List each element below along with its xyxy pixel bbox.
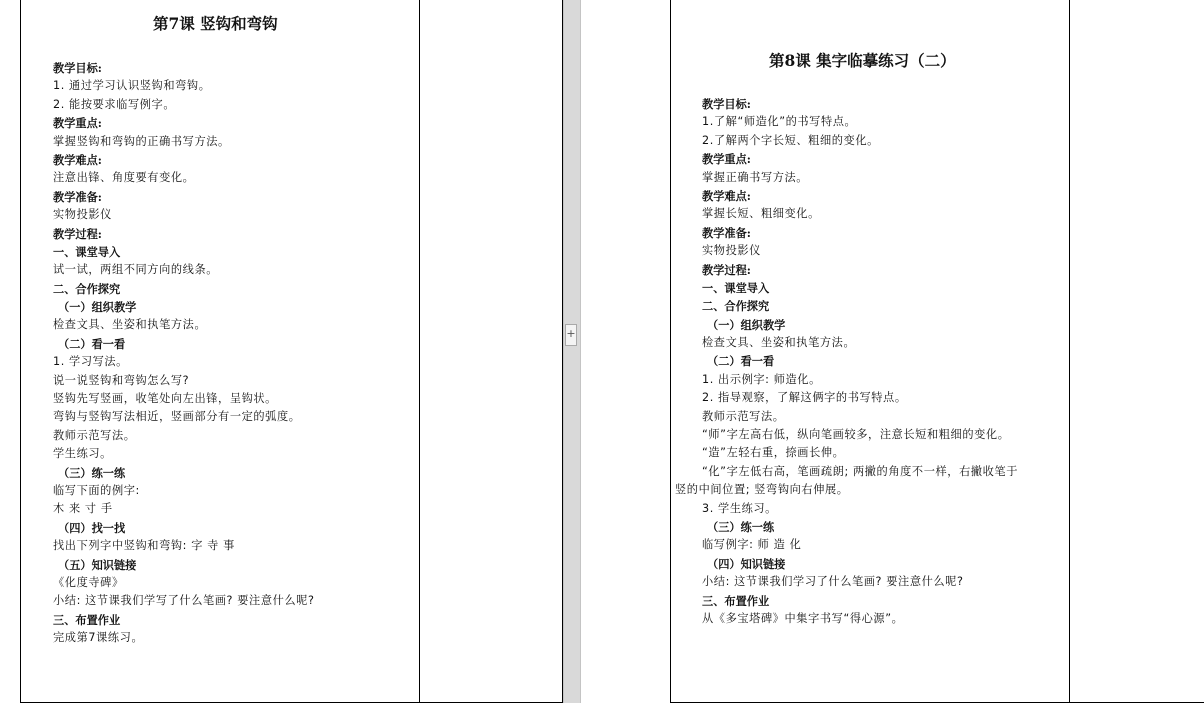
section-heading: （一）组织教学 [58,300,137,315]
table-column-divider [419,0,420,702]
text-line: 检查文具、坐姿和执笔方法。 [53,318,207,332]
text-line: 小结: 这节课我们学写了什么笔画? 要注意什么呢? [53,594,315,608]
lesson-content-left [53,59,413,648]
text-line: “造”左轻右重，捺画长伸。 [702,446,845,460]
section-heading: 教学重点: [53,116,102,131]
table-column-divider [1069,0,1070,702]
text-line: 2. 指导观察，了解这俩字的书写特点。 [702,391,907,405]
text-line: 临写下面的例字: [53,483,140,497]
section-heading: 教学过程: [702,262,751,277]
section-heading: 教学目标: [53,61,102,75]
section-heading: （二）看一看 [707,354,775,369]
text-line: 竖钩先写竖画，收笔处向左出锋，呈钩状。 [53,392,277,406]
text-line: 教师示范写法。 [702,409,785,423]
text-line: 试一试，两组不同方向的线条。 [53,263,219,277]
text-line: 完成第7课练习。 [53,631,144,645]
gutter-expand-handle[interactable]: + [565,324,577,346]
text-line: 1.了解“师造化”的书写特点。 [702,115,857,129]
text-line: 1. 学习写法。 [53,355,128,369]
text-line: 3. 学生练习。 [702,501,777,515]
text-line: 2.了解两个字长短、粗细的变化。 [702,133,879,147]
section-heading: 三、布置作业 [53,612,121,627]
section-heading: 教学重点: [702,152,751,167]
text-line: 木 来 寸 手 [53,502,113,516]
section-heading: 教学难点: [702,188,751,203]
section-heading: （五）知识链接 [58,557,137,572]
text-line: “化”字左低右高，笔画疏朗; 两撇的角度不一样，右撇收笔于 [702,464,1019,478]
section-heading: （三）练一练 [707,519,775,534]
section-heading: （三）练一练 [58,465,126,480]
section-heading: 教学准备: [53,189,102,204]
text-line: 弯钩与竖钩写法相近，竖画部分有一定的弧度。 [53,410,301,424]
text-line: 临写例字: 师 造 化 [702,538,802,552]
text-line: 实物投影仪 [702,244,761,258]
text-line: 说一说竖钩和弯钩怎么写? [53,373,190,387]
text-line: 实物投影仪 [53,208,112,222]
section-heading: （二）看一看 [58,336,126,351]
text-line: 2. 能按要求临写例字。 [53,97,176,111]
section-heading: 三、布置作业 [702,593,770,608]
section-heading: （一）组织教学 [707,317,786,332]
lesson-title-right: 第8课 集字临摹练习（二） [769,51,956,70]
section-heading: （四）找一找 [58,520,126,535]
section-heading: 二、合作探究 [702,299,770,314]
text-line: 《化度寺碑》 [53,575,124,589]
section-heading: 教学难点: [53,152,102,167]
section-heading: 教学准备: [702,225,751,240]
text-line: 找出下列字中竖钩和弯钩: 字 寺 事 [53,539,235,553]
text-line: 从《多宝塔碑》中集字书写“得心源”。 [702,611,904,625]
text-line: 注意出锋、角度要有变化。 [53,171,195,185]
text-line: 教师示范写法。 [53,428,136,442]
text-line: 掌握正确书写方法。 [702,170,809,184]
section-heading: 二、合作探究 [53,281,121,296]
lesson-title-left: 第7课 竖钩和弯钩 [153,14,278,33]
split-gutter[interactable] [563,0,581,703]
section-heading: （四）知识链接 [707,556,786,571]
text-line: 学生练习。 [53,447,112,461]
text-line: 1. 通过学习认识竖钩和弯钩。 [53,79,211,93]
text-line: 竖的中间位置; 竖弯钩向右伸展。 [675,483,849,497]
lesson-content-right [675,95,1067,628]
section-heading: 一、课堂导入 [702,280,770,295]
text-line: 掌握长短、粗细变化。 [702,207,820,221]
text-line: 掌握竖钩和弯钩的正确书写方法。 [53,134,230,148]
text-line: 检查文具、坐姿和执笔方法。 [702,336,856,350]
section-heading: 一、课堂导入 [53,244,121,259]
section-heading: 教学目标: [702,97,751,111]
text-line: “师”字左高右低，纵向笔画较多，注意长短和粗细的变化。 [702,428,1010,442]
section-heading: 教学过程: [53,226,102,241]
text-line: 小结: 这节课我们学习了什么笔画? 要注意什么呢? [702,575,964,589]
text-line: 1. 出示例字: 师造化。 [702,372,821,386]
